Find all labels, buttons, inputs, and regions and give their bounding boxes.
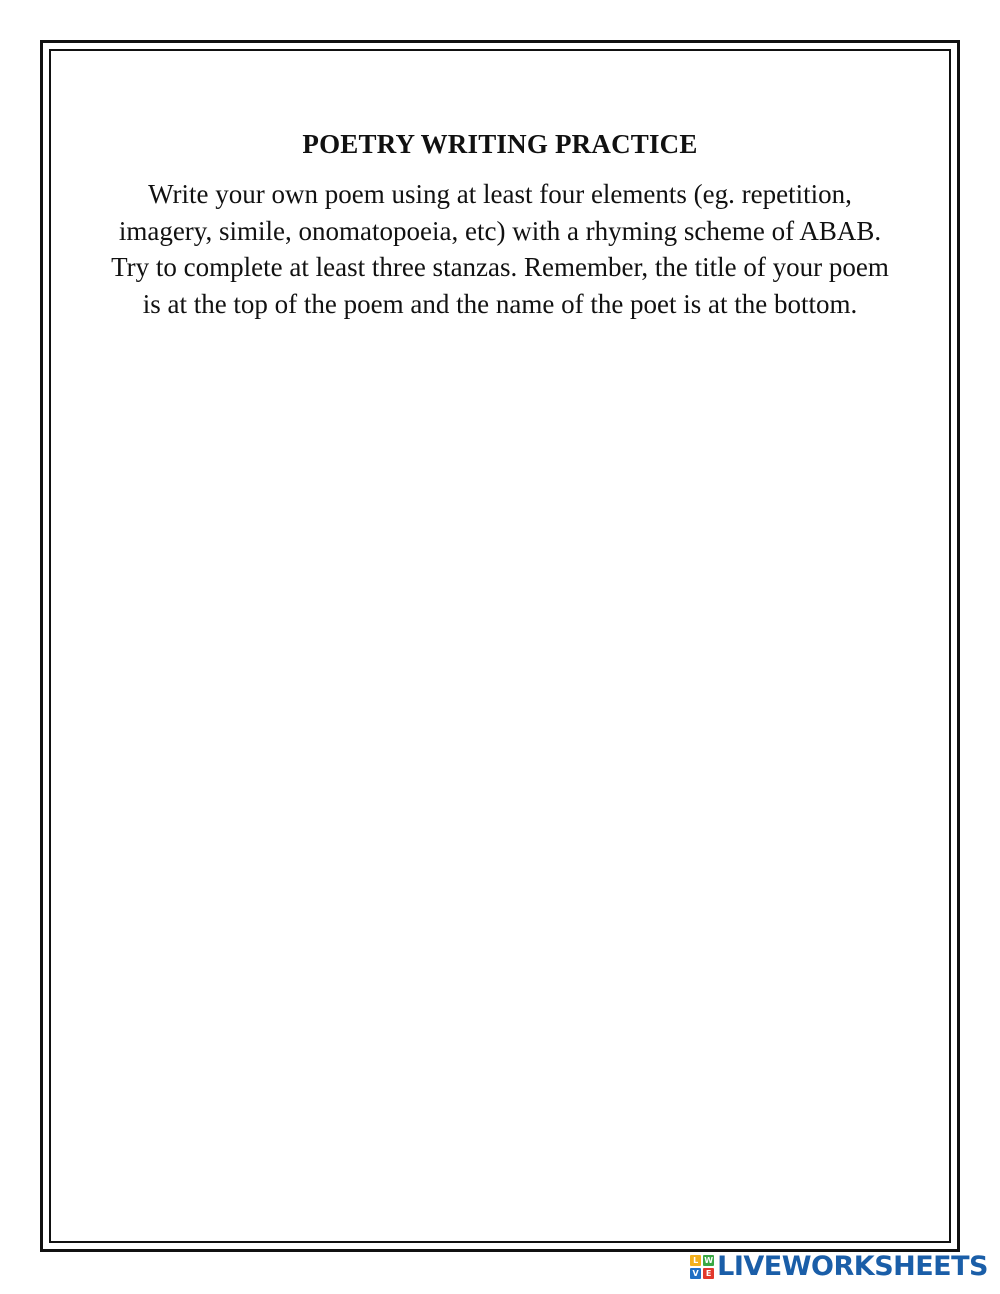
logo-mark-tile: E xyxy=(703,1268,714,1279)
liveworksheets-logo xyxy=(690,1252,988,1282)
logo-mark-tile: L xyxy=(690,1255,701,1266)
page-border-inner xyxy=(49,49,951,1243)
logo-mark-icon xyxy=(690,1255,714,1279)
logo-mark-tile: V xyxy=(690,1268,701,1279)
logo-text: LIVEWORKSHEETS xyxy=(717,1251,988,1282)
worksheet-instructions: Write your own poem using at least four elements (eg. repetition, imagery, simile, onomatopoeia, etc) with a rhyming scheme of ABAB. Try to complete at least three stanzas. Remember, the title of your poem is at the top of the poem and the name of the poet is at the bottom. xyxy=(111,179,889,319)
logo-mark-tile: W xyxy=(704,1256,714,1265)
page-border-outer xyxy=(40,40,960,1252)
worksheet-title: POETRY WRITING PRACTICE xyxy=(302,129,698,159)
